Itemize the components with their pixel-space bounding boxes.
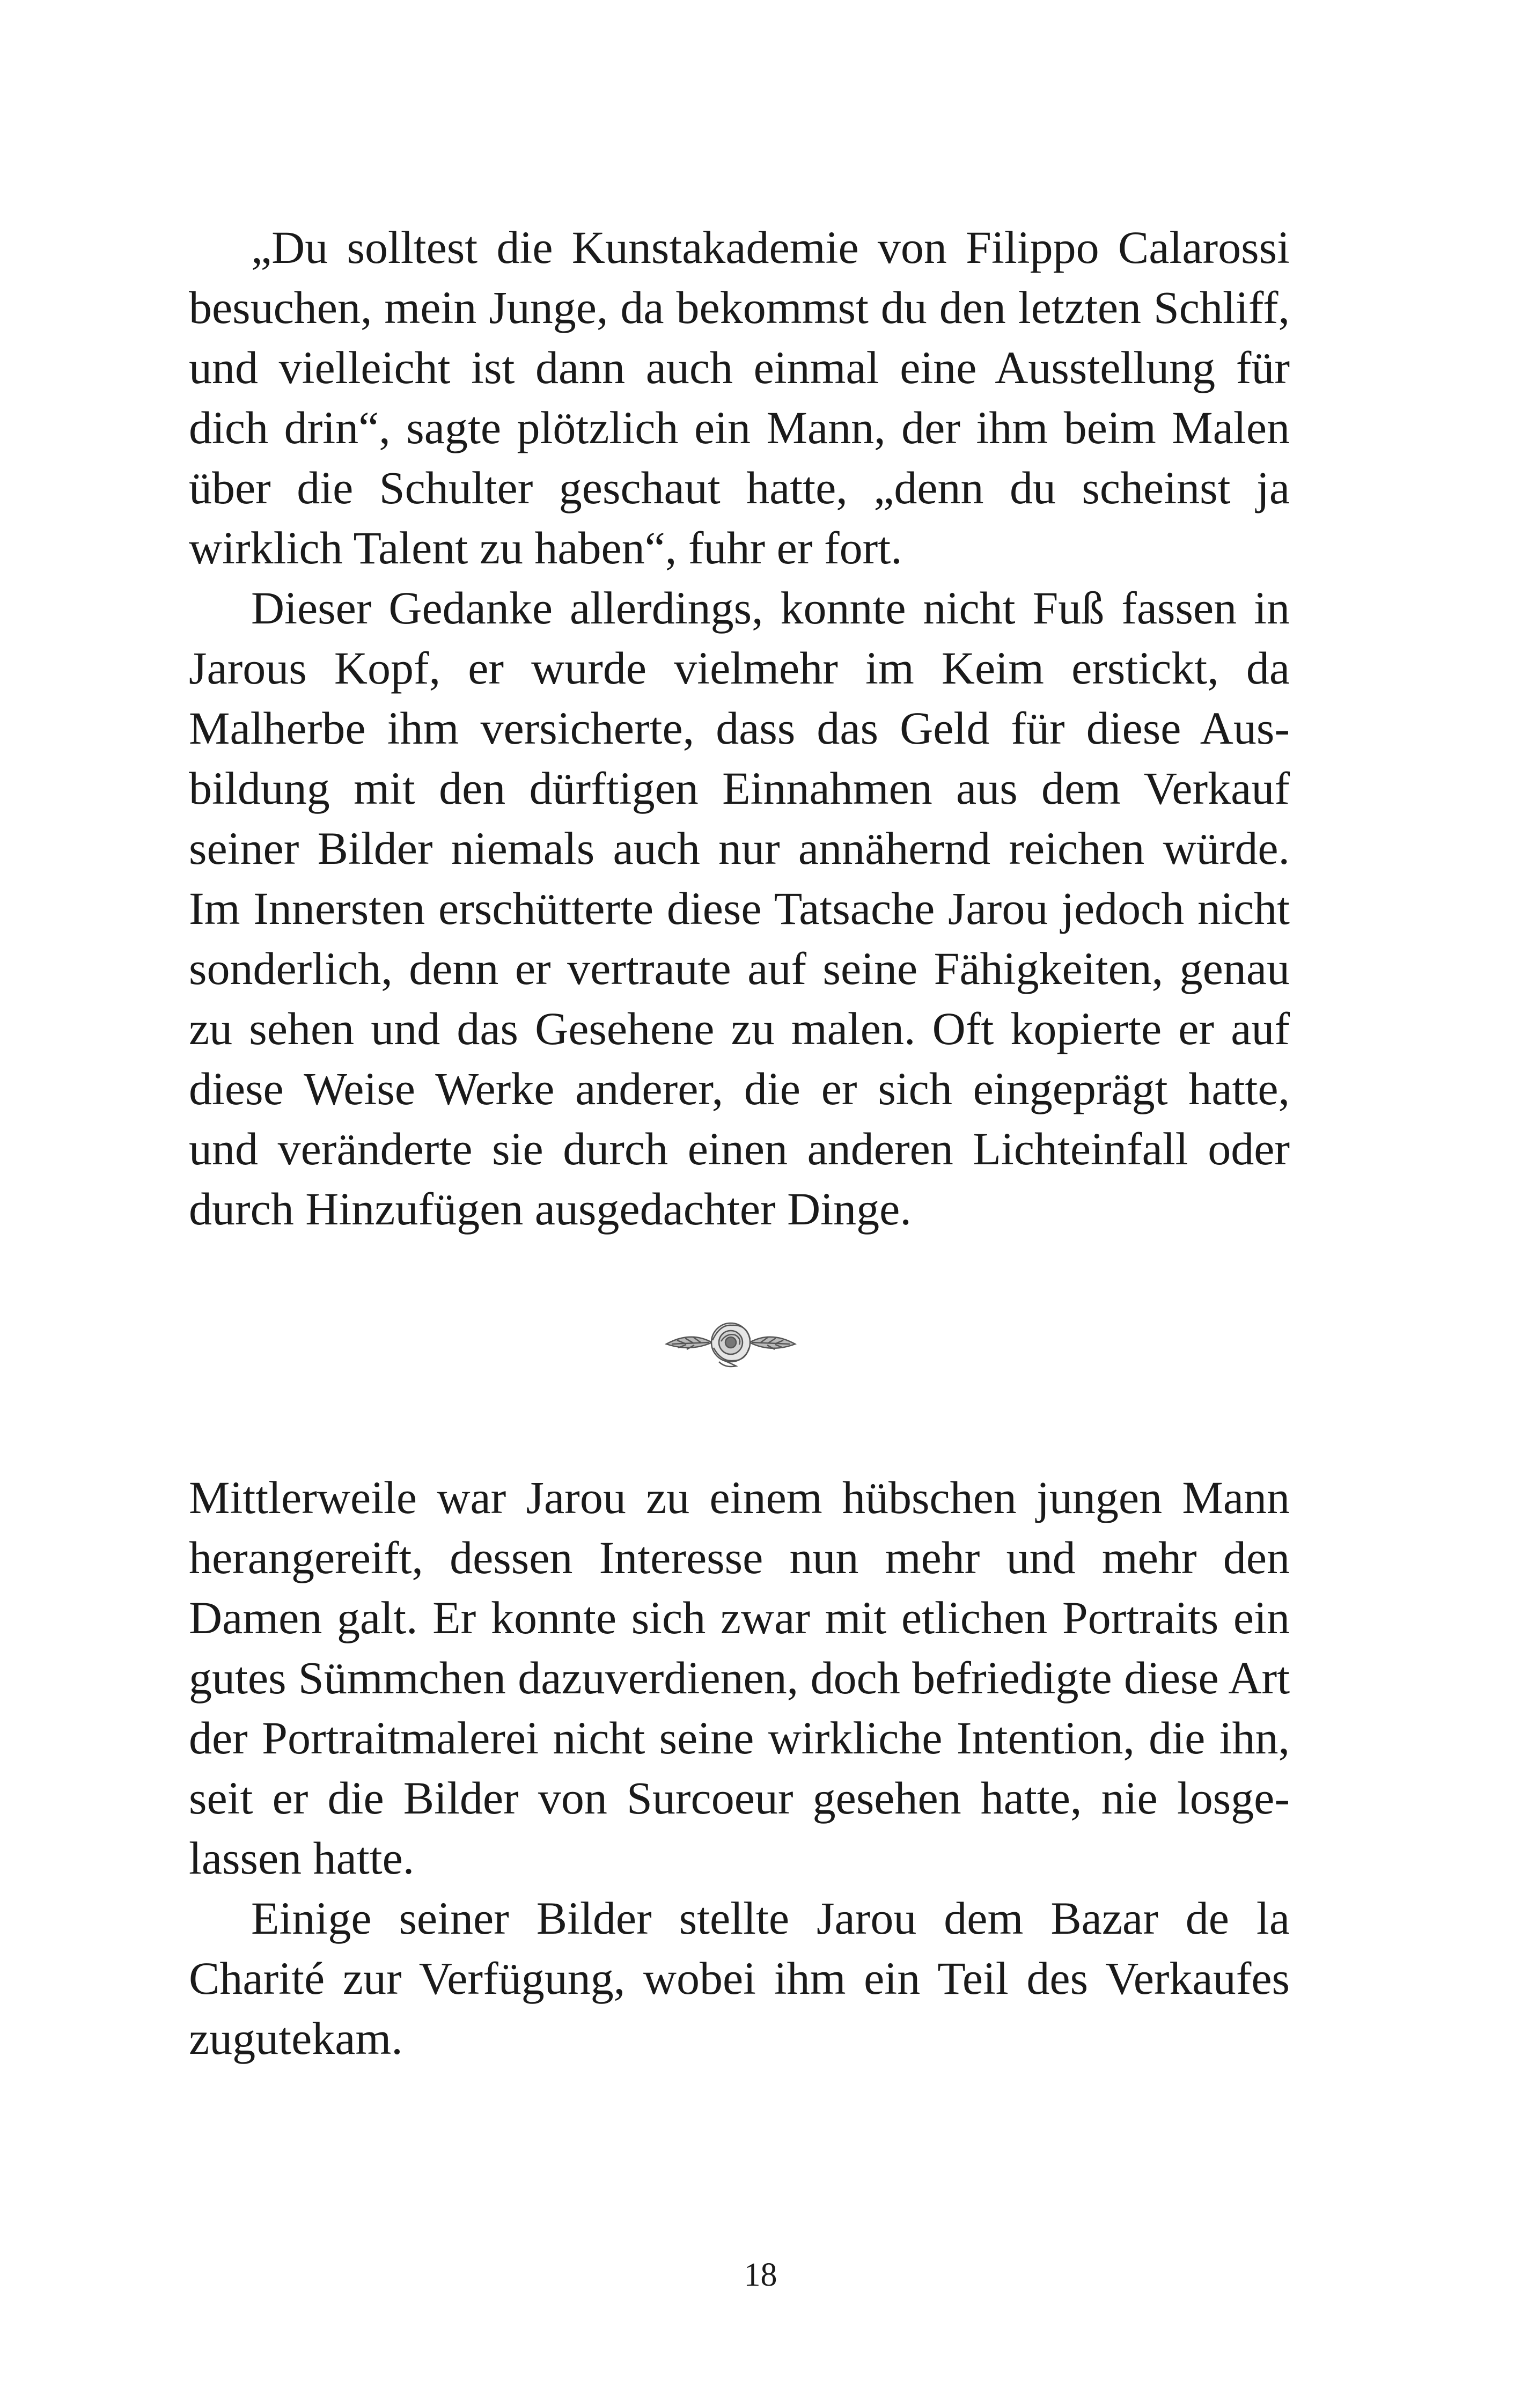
paragraph: Mittlerweile war Jarou zu einem hübschen jungen Mann herangereift, dessen Interesse nun mehr und mehr den Damen galt. Er konnte sich zwar mit etlichen Portraits ein gutes Sümmchen dazuverdienen, doch befriedigte diese Art der Portraitmalerei nicht seine wirkliche Intention, die ihn, seit er die Bilder von Surcoeur gesehen hatte, nie losgelassen hatte. [189,1472,1290,1884]
text-section-1 [189,217,1290,1239]
page-number: 18 [744,2257,777,2293]
paragraph: „Du solltest die Kunstakademie von Filippo Calarossi besuchen, mein Junge, da bekommst du den letzten Schliff, und vielleicht ist dann auch einmal eine Ausstellung für dich drin“, sagte plötzlich ein Mann, der ihm beim Malen über die Schulter geschaut hatte, „denn du scheinst ja wirklich Talent zu haben“, fuhr er fort. [189,222,1290,574]
paragraph: Dieser Gedanke allerdings, konnte nicht Fuß fassen in Jarous Kopf, er wurde vielmehr im Keim erstickt, da Malherbe ihm versicherte, dass das Geld für diese Ausbildung mit den dürftigen Einnahmen aus dem Verkauf seiner Bilder niemals auch nur annähernd reichen würde. Im Innersten erschütterte diese Tatsache Jarou jedoch nicht sonderlich, denn er vertraute auf seine Fähigkeiten, genau zu sehen und das Gesehene zu malen. Oft kopierte er auf diese Weise Werke anderer, die er sich eingeprägt hatte, und veränderte sie durch einen anderen Lichteinfall oder durch Hinzufügen ausgedachter Dinge. [189,582,1290,1235]
rose-ornament-icon [661,1315,800,1374]
paragraph: Einige seiner Bilder stellte Jarou dem Bazar de la Charité zur Verfügung, wobei ihm ein Teil des Verkaufes zugutekam. [189,1892,1290,2064]
text-section-2 [189,1467,1290,2068]
